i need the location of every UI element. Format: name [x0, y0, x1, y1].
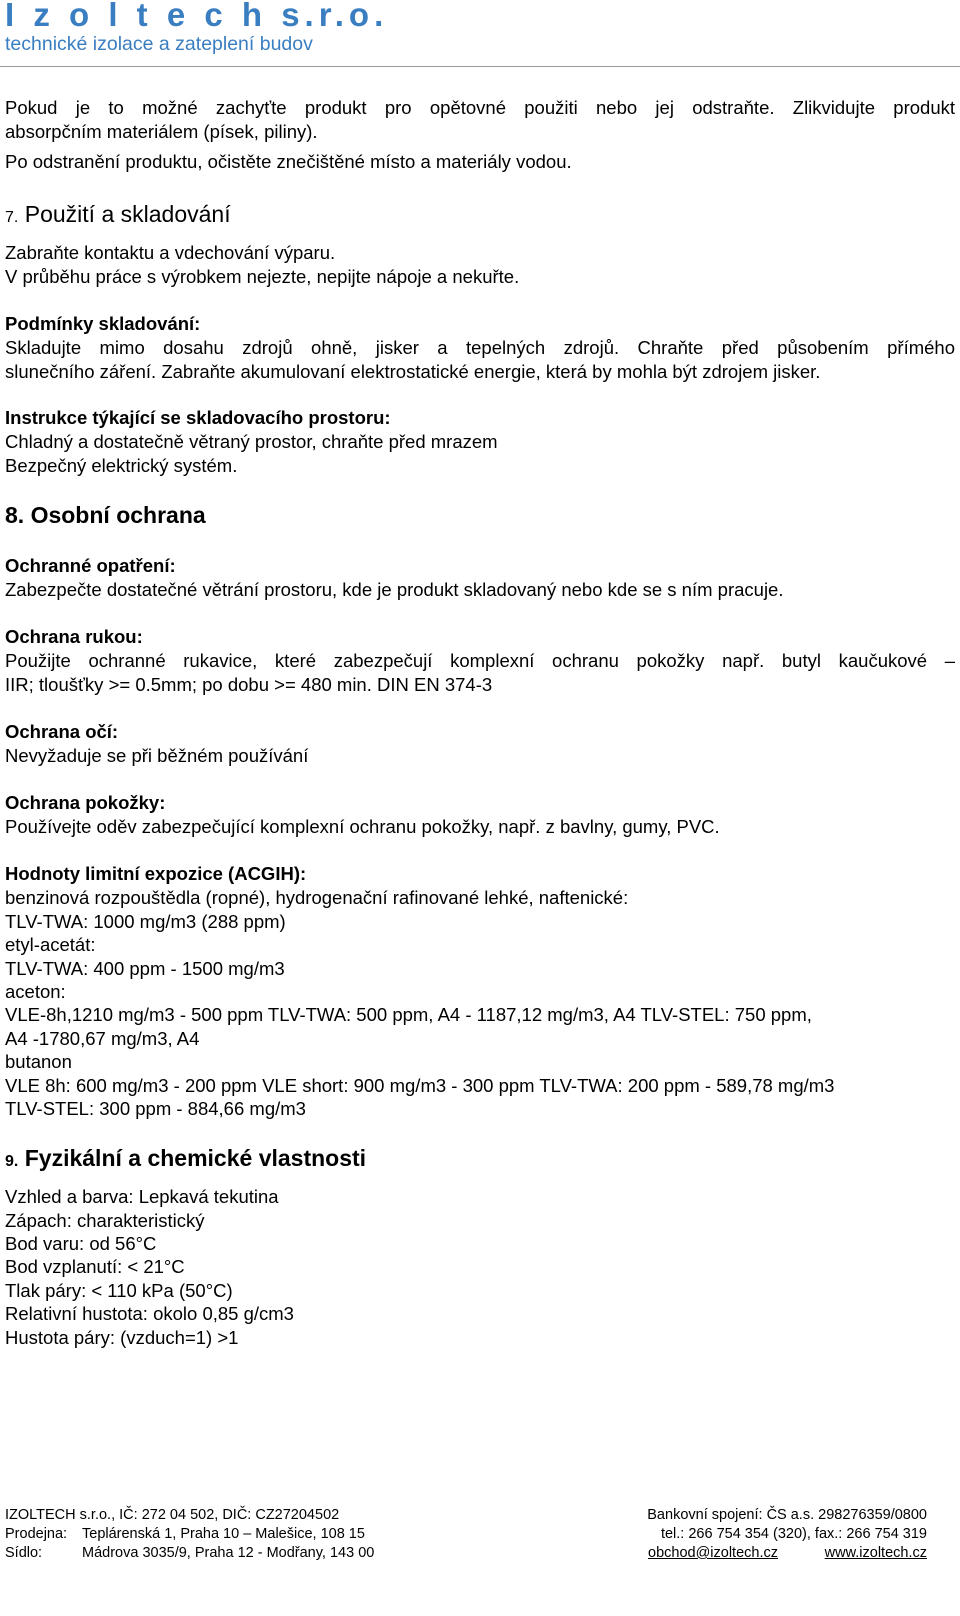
section-7-heading [5, 201, 231, 228]
exposure-limit-line: A4 -1780,67 mg/m3, A4 [5, 1028, 200, 1049]
property-line: Tlak páry: < 110 kPa (50°C) [5, 1280, 233, 1301]
exposure-limit-line: TLV-TWA: 1000 mg/m3 (288 ppm) [5, 911, 286, 932]
skin-protection-title: Ochrana pokožky: [5, 792, 166, 813]
storage-room-line-1: Chladný a dostatečně větraný prostor, chraňte před mrazem [5, 431, 498, 452]
exposure-limit-line: VLE-8h,1210 mg/m3 - 500 ppm TLV-TWA: 500 ppm, A4 - 1187,12 mg/m3, A4 TLV-STEL: 750 ppm, [5, 1004, 812, 1025]
exposure-limit-line: VLE 8h: 600 mg/m3 - 200 ppm VLE short: 900 mg/m3 - 300 ppm TLV-TWA: 200 ppm - 589,78 mg/m3 [5, 1075, 835, 1096]
protective-measures-title: Ochranné opatření: [5, 555, 176, 576]
footer-seat-label: Sídlo: [5, 1545, 43, 1561]
hand-protection-line-2: IIR; tloušťky >= 0.5mm; po dobu >= 480 min. DIN EN 374-3 [5, 674, 493, 695]
section-7-title: Použití a skladování [24, 201, 231, 227]
property-line: Bod varu: od 56°C [5, 1233, 157, 1254]
property-line: Relativní hustota: okolo 0,85 g/cm3 [5, 1303, 294, 1324]
exposure-limit-line: etyl-acetát: [5, 934, 96, 955]
intro-line-3: Po odstranění produktu, očistěte znečištěné místo a materiály vodou. [5, 151, 572, 172]
protective-measures-line-1: Zabezpečte dostatečné větrání prostoru, kde je produkt skladovaný nebo kde se s ním pracuje. [5, 579, 784, 600]
storage-conditions-title: Podmínky skladování: [5, 313, 201, 334]
s7-line-1: Zabraňte kontaktu a vdechování výparu. [5, 242, 336, 263]
footer-email-link[interactable]: obchod@izoltech.cz [648, 1545, 778, 1561]
company-tagline: technické izolace a zateplení budov [5, 33, 313, 55]
header-divider [0, 66, 960, 67]
hand-protection-line-1: Použijte ochranné rukavice, které zabezpečují komplexní ochranu pokožky např. butyl kaučukové – [5, 650, 955, 671]
section-8-heading [5, 502, 206, 529]
property-line: Zápach: charakteristický [5, 1210, 205, 1231]
section-9-title: Fyzikální a chemické vlastnosti [24, 1145, 367, 1171]
company-logo-text: I z o l t e c h s.r.o. [5, 0, 389, 33]
storage-room-line-2: Bezpečný elektrický systém. [5, 455, 238, 476]
section-7-number: 7. [5, 209, 19, 226]
storage-line-2: slunečního záření. Zabraňte akumulovaní elektrostatické energie, která by mohla být zdrojem jisker. [5, 361, 821, 382]
section-9-heading [5, 1145, 366, 1172]
exposure-limit-line: aceton: [5, 981, 66, 1002]
eye-protection-line-1: Nevyžaduje se při běžném používání [5, 745, 309, 766]
storage-room-title: Instrukce týkající se skladovacího prostoru: [5, 407, 391, 428]
footer-bank: Bankovní spojení: ČS a.s. 298276359/0800 [647, 1507, 927, 1523]
exposure-limit-line: butanon [5, 1051, 72, 1072]
exposure-limit-line: TLV-STEL: 300 ppm - 884,66 mg/m3 [5, 1098, 306, 1119]
footer-seat-address: Mádrova 3035/9, Praha 12 - Modřany, 143 00 [82, 1545, 375, 1561]
footer-web-link[interactable]: www.izoltech.cz [824, 1545, 927, 1561]
intro-line-2: absorpčním materiálem (písek, piliny). [5, 121, 318, 142]
footer-company: IZOLTECH s.r.o., IČ: 272 04 502, DIČ: CZ27204502 [5, 1507, 340, 1523]
eye-protection-title: Ochrana očí: [5, 721, 119, 742]
exposure-limit-line: TLV-TWA: 400 ppm - 1500 mg/m3 [5, 958, 285, 979]
property-line: Hustota páry: (vzduch=1) >1 [5, 1327, 239, 1348]
storage-line-1: Skladujte mimo dosahu zdrojů ohně, jisker a tepelných zdrojů. Chraňte před působením přímého [5, 337, 955, 358]
skin-protection-line-1: Používejte oděv zabezpečující komplexní ochranu pokožky, např. z bavlny, gumy, PVC. [5, 816, 720, 837]
footer-shop-label: Prodejna: [5, 1526, 68, 1542]
footer-phones: tel.: 266 754 354 (320), fax.: 266 754 319 [660, 1526, 927, 1542]
s7-line-2: V průběhu práce s výrobkem nejezte, nepijte nápoje a nekuřte. [5, 266, 520, 287]
section-8-number: 8. [5, 502, 25, 528]
property-line: Bod vzplanutí: < 21°C [5, 1256, 185, 1277]
section-9-number: 9. [5, 1153, 19, 1170]
exposure-limits-title: Hodnoty limitní expozice (ACGIH): [5, 863, 307, 884]
intro-line-1: Pokud je to možné zachyťte produkt pro opětovné použiti nebo jej odstraňte. Zlikvidujte produkt [5, 97, 955, 118]
exposure-limit-line: benzinová rozpouštědla (ropné), hydrogenační rafinované lehké, naftenické: [5, 887, 629, 908]
section-8-title: Osobní ochrana [30, 502, 206, 528]
hand-protection-title: Ochrana rukou: [5, 626, 143, 647]
property-line: Vzhled a barva: Lepkavá tekutina [5, 1186, 279, 1207]
footer-shop-address: Teplárenská 1, Praha 10 – Malešice, 108 15 [82, 1526, 365, 1542]
